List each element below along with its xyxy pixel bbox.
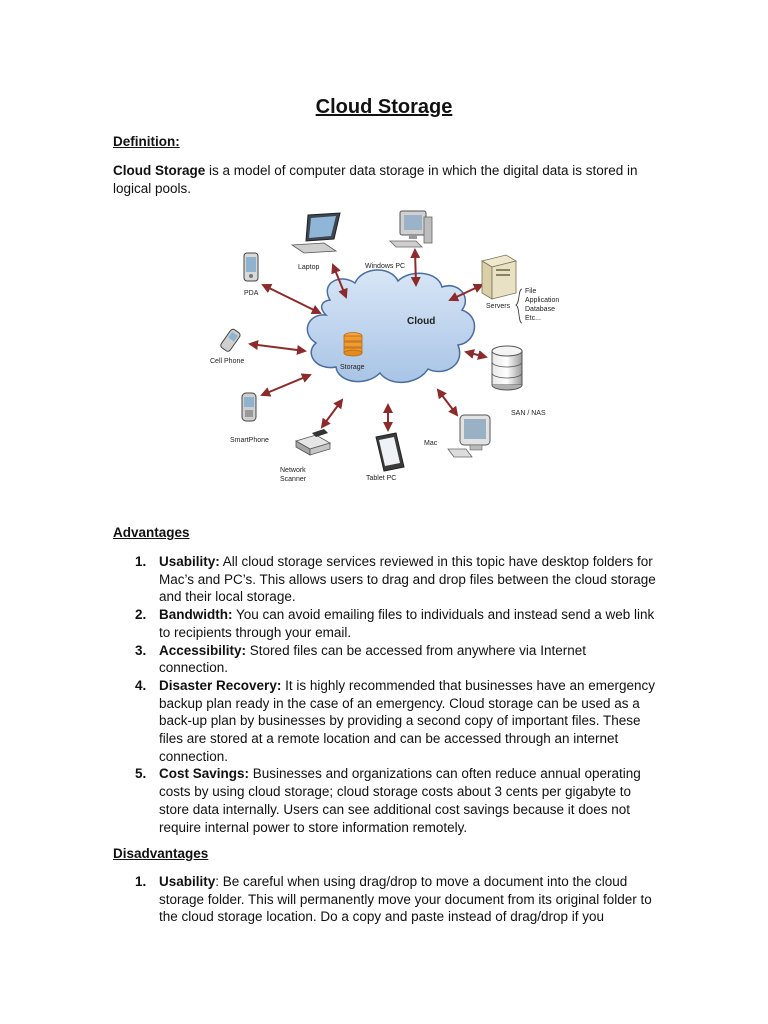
list-term: Usability: xyxy=(159,554,220,569)
pda-label: PDA xyxy=(244,290,259,297)
arrow-network-scanner xyxy=(322,400,342,427)
arrow-san-nas xyxy=(466,352,486,357)
list-item xyxy=(113,873,658,926)
list-term: Accessibility: xyxy=(159,642,247,658)
list-term: Disaster Recovery: xyxy=(159,677,282,693)
list-number: 1. xyxy=(135,554,147,569)
list-item xyxy=(113,765,658,836)
smartphone-label: SmartPhone xyxy=(230,437,269,444)
list-text: Stored files can be accessed from anywhere via Internet connection. xyxy=(159,642,586,676)
list-text: You can avoid emailing files to individuals and instead send a web link to recipients through your email. xyxy=(159,607,655,640)
cell-phone-icon xyxy=(220,328,242,352)
list-text: Businesses and organizations can often reduce annual operating costs by using cloud storage; cloud storage costs about 3 cents per gigabyte to store data internally. Users can see additional cost savings because it does not require internal power to store information remotely. xyxy=(159,766,641,835)
cloud-storage-diagram xyxy=(200,205,580,490)
list-item xyxy=(113,606,658,641)
cell-phone-label: Cell Phone xyxy=(210,358,245,365)
laptop-icon xyxy=(292,213,340,253)
storage-label: Storage xyxy=(340,364,365,371)
servers-bracket xyxy=(516,289,522,323)
list-item xyxy=(113,553,658,606)
advantages-heading: Advantages xyxy=(113,525,190,540)
arrow-mac xyxy=(438,390,457,415)
windows-pc-icon xyxy=(390,211,432,247)
tablet-pc-label: Tablet PC xyxy=(366,475,397,482)
list-number: 2. xyxy=(135,607,147,623)
list-text: : Be careful when using drag/drop to move a document into the cloud storage folder. This will permanently move your document from its original folder to the cloud storage location. Do a copy and paste instead of drag/drop if you xyxy=(159,874,652,925)
list-term: Cost Savings: xyxy=(159,766,250,782)
cloud-label: Cloud xyxy=(407,316,436,327)
server-list-application: Application xyxy=(525,297,560,304)
arrow-pda xyxy=(263,285,320,313)
list-item xyxy=(113,677,658,766)
list-number: 1. xyxy=(135,874,147,889)
list-term: Bandwidth: xyxy=(159,607,233,623)
advantages-list xyxy=(113,553,658,836)
laptop-label: Laptop xyxy=(298,264,320,271)
network-scanner-label-line1: Network xyxy=(280,467,306,474)
list-number: 4. xyxy=(135,677,147,693)
server-icon xyxy=(482,255,516,299)
cloud-shape xyxy=(307,270,474,382)
san-nas-icon xyxy=(492,346,522,390)
definition-term: Cloud Storage xyxy=(113,163,206,178)
list-text: It is highly recommended that businesses have an emergency backup plan ready in the case of an emergency. Cloud storage can be used as a back-up plan by businesses by providing a second copy of important files. These files are stored at a remote location and can be accessed through an internet connection. xyxy=(159,677,656,764)
definition-heading: Definition: xyxy=(113,134,180,149)
san-nas-label: SAN / NAS xyxy=(511,410,546,417)
list-number: 3. xyxy=(135,642,147,658)
server-list-file: File xyxy=(525,288,537,295)
definition-text: is a model of computer data storage in which the digital data is stored in logical pools. xyxy=(113,163,638,196)
windows-pc-label: Windows PC xyxy=(365,263,406,270)
page-title: Cloud Storage xyxy=(315,96,453,118)
tablet-pc-icon xyxy=(376,433,404,471)
disadvantages-list xyxy=(113,873,658,926)
definition-paragraph xyxy=(113,162,658,198)
arrow-smartphone xyxy=(262,375,310,395)
storage-icon xyxy=(344,333,362,357)
server-list-database: Database xyxy=(525,306,555,313)
arrow-windows-pc xyxy=(415,250,416,285)
arrow-cell-phone xyxy=(250,344,305,351)
server-list-etc: Etc... xyxy=(525,315,541,322)
list-number: 5. xyxy=(135,766,147,782)
mac-label: Mac xyxy=(424,440,438,447)
pda-icon xyxy=(244,253,258,281)
network-scanner-icon xyxy=(296,429,330,455)
list-text: All cloud storage services reviewed in this topic have desktop folders for Mac’s and PC’s. This allows users to drag and drop files between the cloud storage and their local storage. xyxy=(159,554,656,605)
smartphone-icon xyxy=(242,393,256,421)
list-item xyxy=(113,642,658,677)
network-scanner-label-line2: Scanner xyxy=(280,476,307,483)
servers-label: Servers xyxy=(486,303,511,310)
mac-icon xyxy=(448,415,490,457)
disadvantages-heading: Disadvantages xyxy=(113,846,209,861)
list-term: Usability xyxy=(159,874,216,889)
